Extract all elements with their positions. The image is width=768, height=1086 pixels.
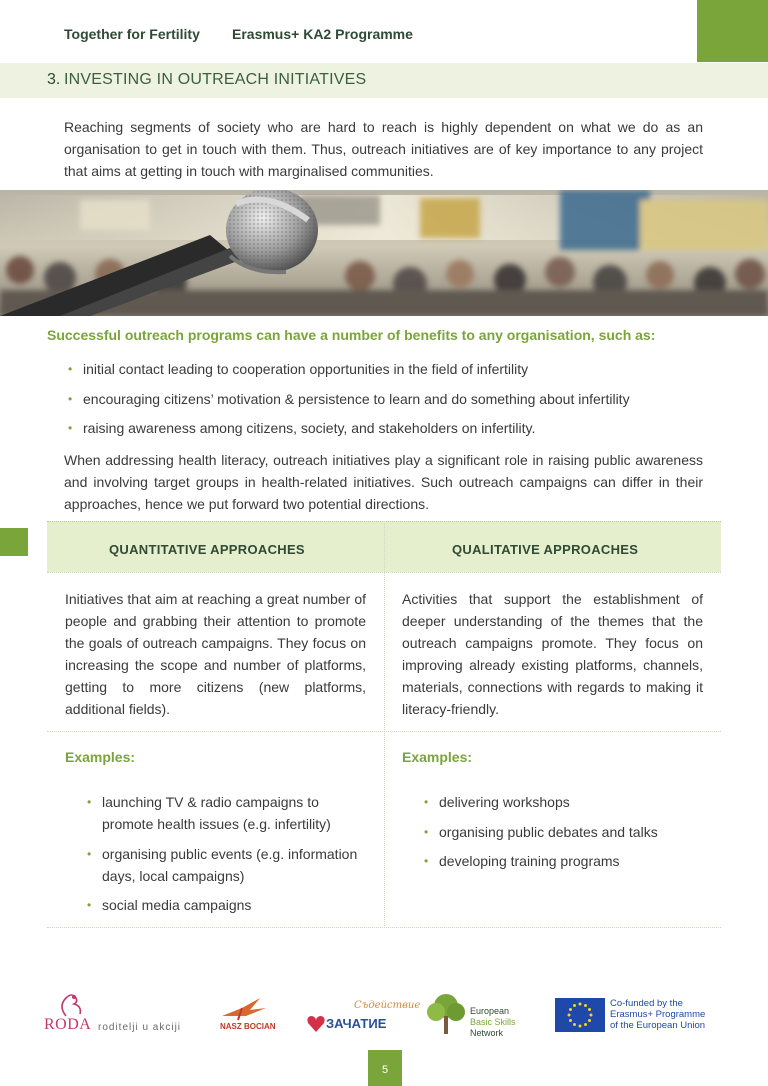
- benefits-list: [66, 358, 630, 447]
- benefit-item: • raising awareness among citizens, society, and stakeholders on infertility.: [66, 417, 630, 447]
- qualitative-examples-label: Examples:: [402, 749, 473, 765]
- ebsn-text: [470, 1006, 516, 1039]
- tree-icon: [424, 992, 468, 1038]
- eu-line: Co-funded by the: [610, 998, 683, 1009]
- table-column-divider: [384, 521, 385, 928]
- roda-logo: [44, 992, 194, 1036]
- partner-logos: [0, 990, 768, 1040]
- table-bottom-border: [47, 927, 721, 928]
- section-title: INVESTING IN OUTREACH INITIATIVES: [64, 71, 367, 88]
- ebsn-logo: [424, 992, 534, 1040]
- eu-funding-text: [610, 998, 705, 1031]
- qualitative-examples-list: [424, 791, 704, 880]
- benefit-item: • encouraging citizens’ motivation & persistence to learn and do something about infertility: [66, 388, 630, 418]
- microphone-audience-photo: [0, 190, 768, 316]
- page-number: 5: [381, 1064, 389, 1076]
- nasz-bocian-wordmark: NASZ BOCIAN: [220, 1022, 276, 1031]
- bird-icon: [220, 996, 270, 1022]
- corner-accent-square: [697, 0, 768, 62]
- benefit-item: • initial contact leading to cooperation opportunities in the field of infertility: [66, 358, 630, 388]
- qualitative-example-item: • developing training programs: [424, 850, 704, 872]
- eu-flag-icon: [555, 998, 605, 1032]
- benefits-heading: Successful outreach programs can have a number of benefits to any organisation, such as:: [47, 327, 656, 343]
- section-number: 3.: [47, 71, 61, 88]
- ebsn-line: Basic Skills: [470, 1017, 516, 1027]
- quantitative-description: Initiatives that aim at reaching a great number of people and grabbing their attention to promote the goals of outreach campaigns. They focus on increasing the scope and number of platforms, getting to more citizens (new platforms, additional fields).: [65, 591, 366, 717]
- table-row-divider: [47, 731, 721, 732]
- quantitative-examples-list: [87, 791, 367, 924]
- quantitative-header: QUANTITATIVE APPROACHES: [109, 542, 305, 557]
- quantitative-example-item: • launching TV & radio campaigns to promote health issues (e.g. infertility): [87, 791, 367, 835]
- nasz-bocian-logo: [218, 996, 276, 1036]
- roda-wordmark: RODA: [44, 1016, 92, 1033]
- ebsn-line: Network: [470, 1028, 504, 1038]
- eu-stars-icon: [555, 998, 605, 1032]
- zacatie-script: Съдействие: [354, 1000, 421, 1011]
- zacatie-wordmark: ЗАЧАТИЕ: [326, 1016, 387, 1031]
- page-number-box: [368, 1050, 402, 1086]
- ebsn-line: European: [470, 1006, 510, 1016]
- health-literacy-paragraph: When addressing health literacy, outreach initiatives play a significant role in raising public awareness and involving target groups in health-related initiatives. Such outreach campaigns can differ in their approaches, hence we put forward two potential directions.: [64, 452, 703, 512]
- heart-icon: [306, 1014, 326, 1034]
- eu-erasmus-logo: [555, 998, 735, 1036]
- qualitative-example-item: • delivering workshops: [424, 791, 704, 813]
- section-title-band: [0, 63, 768, 98]
- eu-line: Erasmus+ Programme: [610, 1009, 706, 1020]
- eu-line: of the European Union: [610, 1020, 706, 1031]
- table-row-divider: [47, 572, 721, 573]
- roda-tagline: roditelji u akciji: [98, 1022, 182, 1033]
- stork-icon: [52, 992, 92, 1018]
- quantitative-example-item: • social media campaigns: [87, 894, 367, 916]
- header-project-title: Together for Fertility: [64, 26, 200, 42]
- quantitative-examples-label: Examples:: [65, 749, 136, 765]
- zacatie-logo: [306, 1000, 421, 1036]
- header-programme-title: Erasmus+ KA2 Programme: [232, 26, 413, 42]
- quantitative-example-item: • organising public events (e.g. information days, local campaigns): [87, 843, 367, 887]
- qualitative-header: QUALITATIVE APPROACHES: [452, 542, 639, 557]
- approaches-table: [47, 521, 721, 928]
- side-accent-square: [0, 528, 28, 556]
- intro-paragraph: Reaching segments of society who are hard to reach is highly dependent on what we do as an organisation to get in touch with them. Thus, outreach initiatives are of key importance to any project that aims at getting in touch with marginalised communities.: [64, 119, 703, 179]
- qualitative-example-item: • organising public debates and talks: [424, 821, 704, 843]
- qualitative-description: Activities that support the establishment of deeper understanding of the themes that the outreach campaigns promote. They focus on improving already existing platforms, channels, materials, connections with regards to making it literacy-friendly.: [402, 591, 703, 717]
